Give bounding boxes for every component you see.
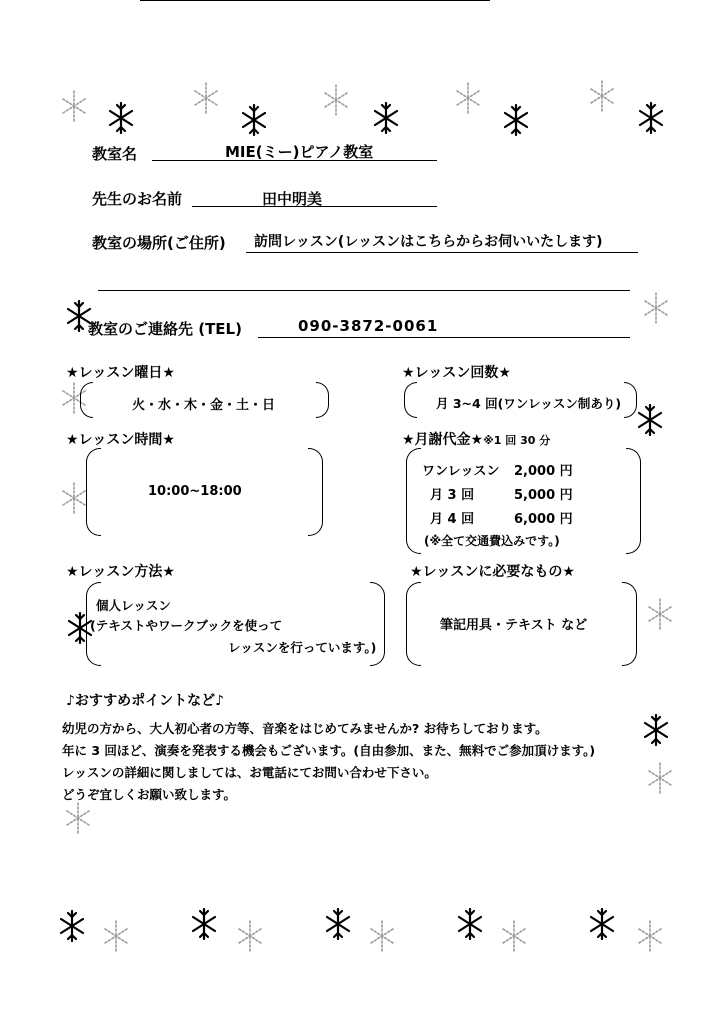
snowflake-icon — [236, 918, 264, 954]
scan-edge-line — [140, 0, 490, 1]
recommend-body — [62, 718, 595, 806]
snowflake-icon — [322, 82, 350, 118]
recommend-line: どうぞ宜しくお願い致します。 — [62, 787, 237, 802]
fee-row — [422, 484, 573, 508]
fee-table — [422, 460, 573, 549]
teacher-name-label: 先生のお名前 — [92, 190, 183, 208]
snowflake-icon — [107, 100, 135, 136]
snowflake-icon — [636, 402, 664, 438]
recommend-title: ♪おすすめポイントなど♪ — [66, 693, 225, 709]
classroom-name-value: MIE(ミー)ピアノ教室 — [225, 143, 374, 161]
fee-price: 2,000 円 — [514, 464, 573, 479]
snowflake-icon — [190, 906, 218, 942]
lesson-method-title: ★レッスン方法★ — [66, 564, 175, 580]
snowflake-icon — [60, 88, 88, 124]
monthly-fee-title: ★月謝代金★ — [402, 432, 484, 448]
teacher-name-underline — [192, 206, 437, 207]
recommend-line: 幼児の方から、大人初心者の方等、音楽をはじめてみませんか? お待ちしております。 — [62, 721, 548, 736]
snowflake-icon — [240, 102, 268, 138]
fee-price: 6,000 円 — [514, 512, 573, 527]
lesson-method-line: レッスンを行っています。) — [228, 640, 377, 655]
contact-underline — [258, 337, 630, 338]
needed-items-value: 筆記用具・テキスト など — [440, 618, 588, 633]
classroom-name-label: 教室名 — [92, 145, 138, 163]
snowflake-icon — [588, 78, 616, 114]
bracket-right — [308, 448, 323, 536]
fee-footnote: (※全て交通費込みです。) — [424, 534, 560, 548]
recommend-line: 年に 3 回ほど、演奏を発表する機会もございます。(自由参加、また、無料でご参加頂けます。) — [62, 743, 596, 758]
monthly-fee-header — [402, 429, 550, 449]
lesson-count-title: ★レッスン回数★ — [402, 365, 511, 381]
fee-label: 月 4 回 — [430, 512, 475, 527]
location-underline — [246, 252, 638, 253]
contact-label: 教室のご連絡先 (TEL) — [88, 320, 242, 338]
classroom-name-underline — [152, 160, 437, 161]
snowflake-icon — [646, 760, 674, 796]
location-underline-2 — [98, 290, 630, 291]
snowflake-icon — [636, 918, 664, 954]
recommend-line: レッスンの詳細に関しましては、お電話にてお問い合わせ下さい。 — [62, 765, 437, 780]
bracket-left — [406, 582, 421, 666]
snowflake-icon — [58, 908, 86, 944]
bracket-left — [404, 382, 417, 418]
fee-row — [422, 460, 573, 484]
snowflake-icon — [642, 290, 670, 326]
lesson-time-title: ★レッスン時間★ — [66, 432, 175, 448]
snowflake-icon — [646, 596, 674, 632]
monthly-fee-note: ※1 回 30 分 — [483, 434, 551, 447]
lesson-count-value: 月 3~4 回(ワンレッスン制あり) — [436, 396, 622, 411]
snowflake-icon — [368, 918, 396, 954]
bracket-left — [86, 448, 101, 536]
needed-items-title: ★レッスンに必要なもの★ — [410, 564, 575, 580]
location-label: 教室の場所(ご住所) — [92, 234, 226, 252]
snowflake-icon — [324, 906, 352, 942]
fee-label: 月 3 回 — [430, 488, 475, 503]
snowflake-icon — [60, 480, 88, 516]
bracket-right — [316, 382, 329, 418]
bracket-left — [406, 448, 421, 554]
lesson-days-value: 火・水・木・金・土・日 — [132, 398, 276, 413]
snowflake-icon — [588, 906, 616, 942]
lesson-days-title: ★レッスン曜日★ — [66, 365, 175, 381]
fee-label: ワンレッスン — [422, 464, 500, 479]
snowflake-icon — [372, 100, 400, 136]
snowflake-icon — [456, 906, 484, 942]
snowflake-icon — [192, 80, 220, 116]
teacher-name-value: 田中明美 — [262, 190, 323, 208]
lesson-method-line: 個人レッスン — [96, 598, 171, 613]
bracket-left — [80, 382, 93, 418]
snowflake-icon — [637, 100, 665, 136]
bracket-right — [622, 582, 637, 666]
snowflake-icon — [502, 102, 530, 138]
snowflake-icon — [642, 712, 670, 748]
snowflake-icon — [102, 918, 130, 954]
location-value: 訪問レッスン(レッスンはこちらからお伺いいたします) — [254, 234, 603, 250]
fee-row — [422, 508, 573, 532]
snowflake-icon — [454, 80, 482, 116]
bracket-right — [626, 448, 641, 554]
fee-price: 5,000 円 — [514, 488, 573, 503]
lesson-method-line: (テキストやワークブックを使って — [90, 618, 283, 633]
lesson-time-value: 10:00~18:00 — [148, 484, 242, 499]
snowflake-icon — [500, 918, 528, 954]
contact-value: 090-3872-0061 — [298, 317, 439, 335]
